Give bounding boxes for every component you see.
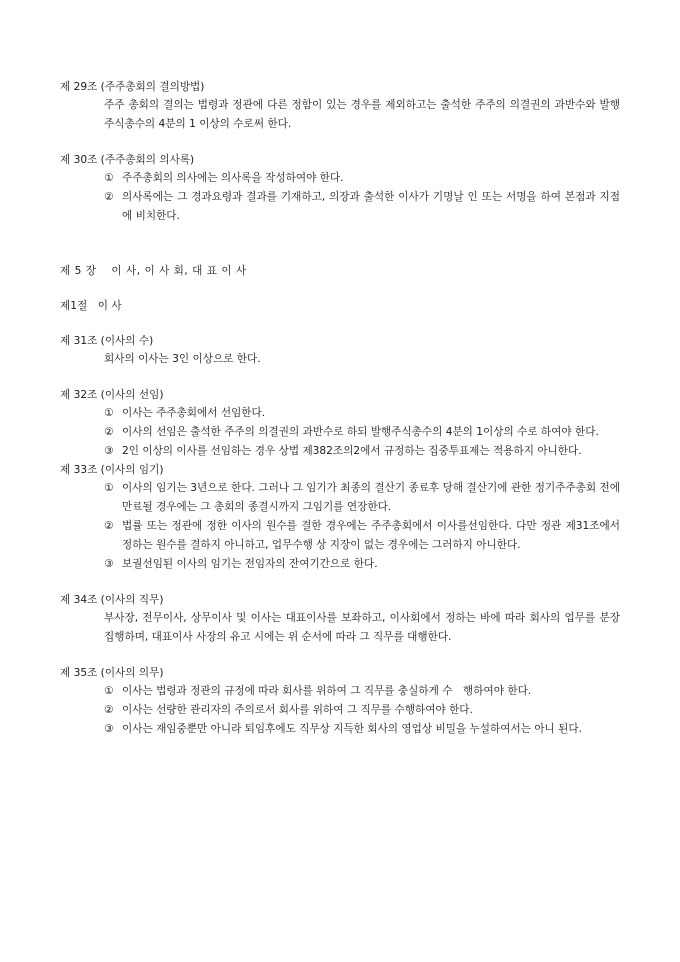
article-32: [60, 386, 620, 461]
clause-text: 보궐선임된 이사의 임기는 전임자의 잔여기간으로 한다.: [122, 558, 378, 570]
clause-item: [104, 720, 620, 739]
article-body: 부사장, 전무이사, 상무이사 및 이사는 대표이사를 보좌하고, 이사회에서 정하는 바에 따라 회사의 업무를 분장 집행하며, 대표이사 사장의 유고 시에는 위 순서에 따라 그 직무를 대행한다.: [104, 612, 620, 643]
clause-number: ③: [104, 445, 114, 457]
clause-item: [104, 404, 620, 423]
clause-number: ③: [104, 723, 114, 735]
clause-item: [104, 682, 620, 701]
article-30: [60, 151, 620, 226]
article-29: [60, 78, 620, 134]
clause-number: ②: [104, 704, 114, 716]
clause-number: ②: [104, 520, 114, 532]
clause-text: 주주총회의 의사에는 의사록을 작성하여야 한다.: [122, 172, 344, 184]
clause-item: [104, 188, 620, 226]
article-31: [60, 332, 620, 369]
article-heading: 제 34조 (이사의 직무): [60, 594, 164, 606]
clause-number: ②: [104, 191, 114, 203]
article-34: [60, 591, 620, 647]
clause-item: [104, 169, 620, 188]
clause-text: 이사의 선임은 출석한 주주의 의결권의 과반수로 하되 발행주식총수의 4분의 1이상의 수로 하여야 한다.: [122, 426, 599, 438]
clause-item: [104, 517, 620, 555]
article-heading: 제 32조 (이사의 선임): [60, 389, 164, 401]
article-heading: 제 33조 (이사의 임기): [60, 464, 164, 476]
clause-text: 이사는 주주총회에서 선임한다.: [122, 407, 266, 419]
clause-number: ③: [104, 558, 114, 570]
clause-text: 법률 또는 정관에 정한 이사의 원수를 결한 경우에는 주주총회에서 이사를선임한다. 다만 정관 제31조에서 정하는 원수를 결하지 아니하고, 업무수행 상 지장이 없는 경우에는 그러하지 아니한다.: [122, 520, 620, 551]
clause-item: [104, 555, 620, 574]
article-33: [60, 461, 620, 574]
clause-text: 이사의 임기는 3년으로 한다. 그러나 그 임기가 최종의 결산기 종료후 당해 결산기에 관한 정기주주총회 전에 만료될 경우에는 그 총회의 종결시까지 그임기를 연장한다.: [122, 482, 620, 513]
clause-number: ①: [104, 172, 114, 184]
clause-number: ②: [104, 426, 114, 438]
article-heading: 제 35조 (이사의 의무): [60, 667, 164, 679]
clause-item: [104, 423, 620, 442]
clause-text: 2인 이상의 이사를 선임하는 경우 상법 제382조의2에서 규정하는 집중투표제는 적용하지 아니한다.: [122, 445, 582, 457]
article-body: 회사의 이사는 3인 이상으로 한다.: [104, 353, 261, 365]
article-35: [60, 664, 620, 739]
clause-number: ①: [104, 685, 114, 697]
clause-text: 이사는 선량한 관리자의 주의로서 회사를 위하여 그 직무를 수행하여야 한다.: [122, 704, 473, 716]
article-heading: 제 30조 (주주총회의 의사록): [60, 154, 195, 166]
clause-text: 의사록에는 그 경과요령과 결과를 기재하고, 의장과 출석한 이사가 기명날 인 또는 서명을 하여 본점과 지점에 비치한다.: [122, 191, 620, 222]
chapter-heading: 제 5 장 이 사, 이 사 회, 대 표 이 사: [60, 265, 247, 277]
clause-item: [104, 479, 620, 517]
clause-text: 이사는 재임중뿐만 아니라 퇴임후에도 직무상 지득한 회사의 영업상 비밀을 누설하여서는 아니 된다.: [122, 723, 582, 735]
section-heading: 제1절 이 사: [60, 300, 122, 312]
article-body: 주주 총회의 결의는 법령과 정관에 다른 정함이 있는 경우를 제외하고는 출석한 주주의 의결권의 과반수와 발행주식총수의 4분의 1 이상의 수로써 한다.: [104, 99, 620, 130]
article-heading: 제 31조 (이사의 수): [60, 335, 154, 347]
clause-item: [104, 442, 620, 461]
clause-number: ①: [104, 407, 114, 419]
clause-item: [104, 701, 620, 720]
clause-number: ①: [104, 482, 114, 494]
article-heading: 제 29조 (주주총회의 결의방법): [60, 81, 205, 93]
clause-text: 이사는 법령과 정관의 규정에 따라 회사를 위하여 그 직무를 충실하게 수 행하여야 한다.: [122, 685, 532, 697]
